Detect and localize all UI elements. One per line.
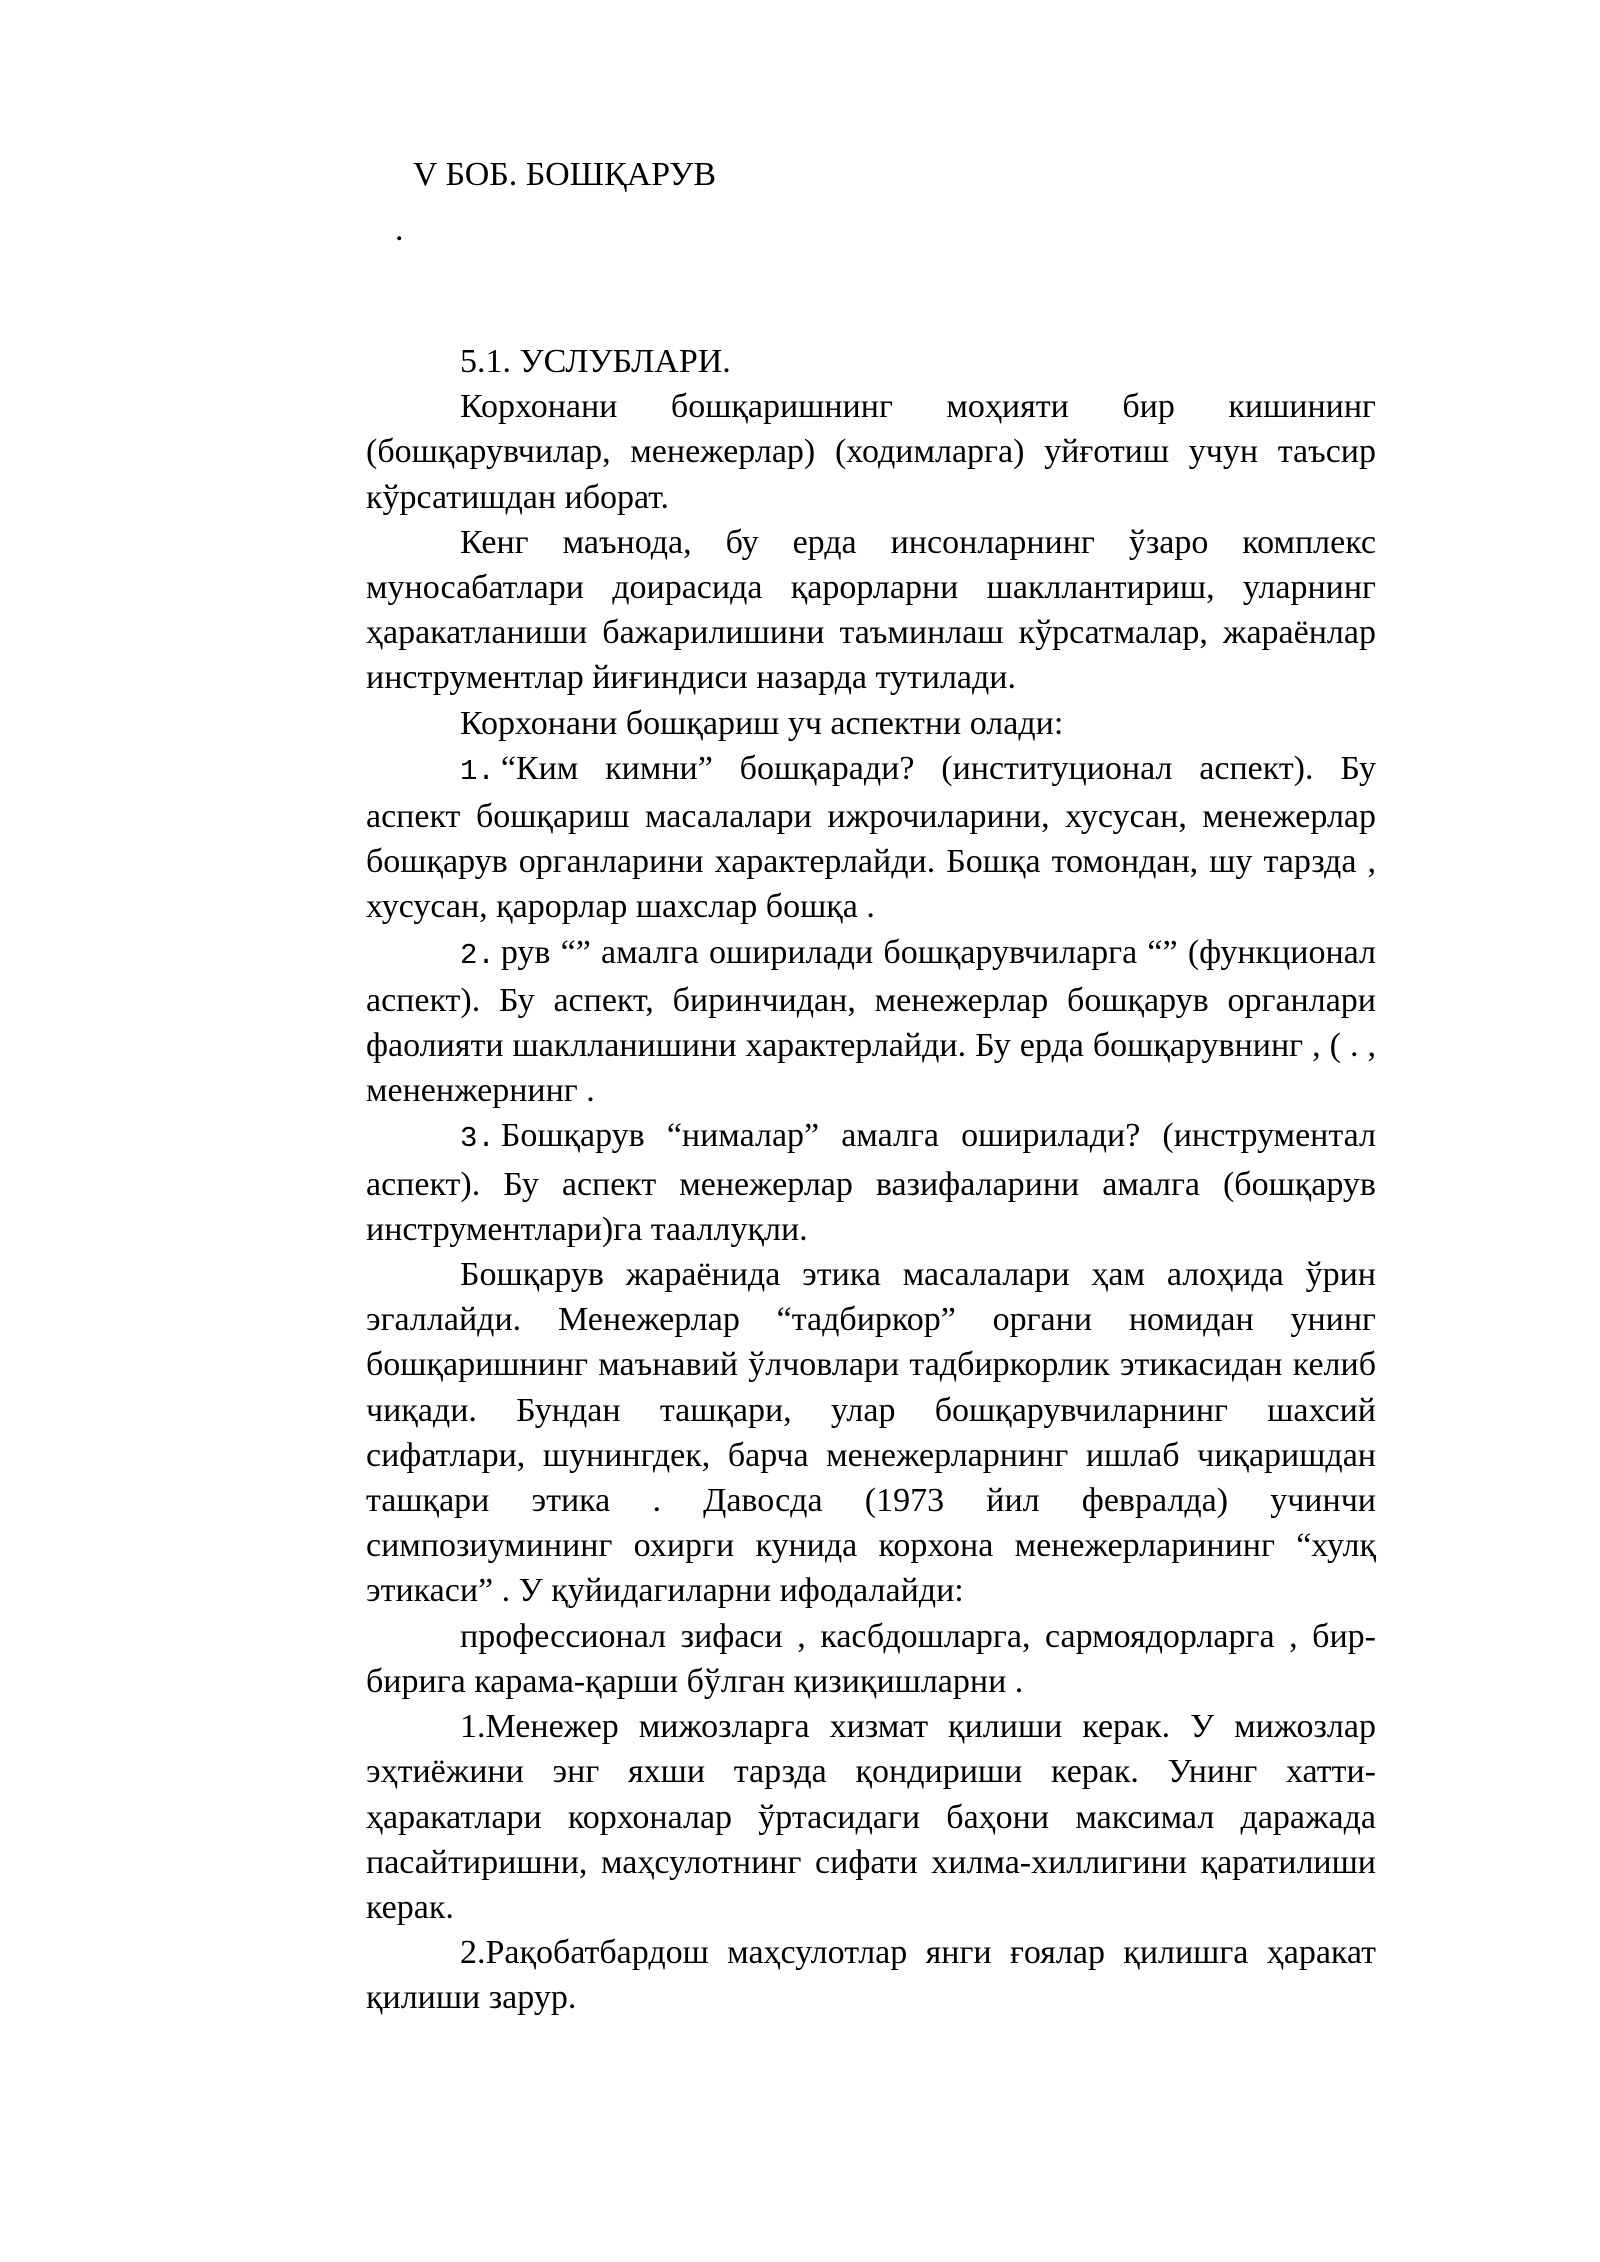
paragraph: Бошқарув жараёнида этика масалалари ҳам алоҳида ўрин эгаллайди. Менежерлар “тадбиркор” органи номидан унинг бошқаришнинг маънавий ўлчовлари тадбиркорлик этикасидан келиб чиқади. Бундан ташқари, улар бошқарувчиларнинг шахсий сифатлари, шунингдек, барча менежерларнинг ишлаб чиқаришдан ташқари этика . Давосда (1973 йил февралда) учинчи симпозиумининг охирги кунида корхона менежерларининг “хулқ этикаси” . У қуйидагиларни ифодалайди: [366, 1256, 1376, 1610]
paragraph: профессионал зифаси , касбдошларга, сармоядорларга , бир-бирига карама-қарши бўлган қизиқишларни . [366, 1617, 1376, 1700]
list-item-text: “Ким кимни” бошқаради? (институционал аспект). Бу аспект бошқариш масалалари ижрочиларини, хусусан, менежерлар бошқарув органларини характерлайди. Бошқа томондан, шу тарзда , хусусан, қарорлар шахслар бошқа . [366, 749, 1376, 926]
list-number: 3. [460, 1122, 495, 1156]
paragraph: 2.Рақобатбардош маҳсулотлар янги ғоялар қилишга ҳаракат қилиши зарур. [366, 1934, 1376, 2017]
paragraph: Корхонани бошқаришнинг моҳияти бир кишининг (бошқарувчилар, менежерлар) (ходимларга) уйғотиш учун таъсир кўрсатишдан иборат. [366, 388, 1376, 516]
body-text [366, 339, 1376, 2021]
list-number: 2. [460, 938, 495, 972]
list-item [366, 746, 1376, 930]
list-item [366, 930, 1376, 1114]
list-item-text: Бошқарув “нималар” амалга оширилади? (инструментал аспект). Бу аспект менежерлар вазифаларини амалга (бошқарув инструментлари)га тааллуқли. [366, 1117, 1376, 1248]
list-item-text: рув “” амалга оширилади бошқарувчиларга “” (функционал аспект). Бу аспект, биринчидан, менежерлар бошқарув органлари фаолияти шаклланишини характерлайди. Бу ерда бошқарувнинг , ( . , мененжернинг . [366, 933, 1376, 1110]
paragraph: 1.Менежер мижозларга хизмат қилиши керак. У мижозлар эҳтиёжини энг яхши тарзда қондириши керак. Унинг хатти-ҳаракатлари корхоналар ўртасидаги баҳони максимал даражада пасайтиришни, маҳсулотнинг сифати хилма-хиллигини қаратилиши керак. [366, 1708, 1376, 1926]
paragraph: Корхонани бошқариш уч аспектни олади: [460, 704, 1064, 742]
section-title: 5.1. УСЛУБЛАРИ. [460, 343, 731, 380]
list-item [366, 1113, 1376, 1252]
chapter-dot: . [395, 211, 404, 248]
chapter-title: V БОБ. БОШҚАРУВ [413, 156, 716, 193]
list-number: 1. [460, 754, 495, 788]
paragraph: Кенг маънода, бу ерда инсонларнинг ўзаро комплекс муносабатлари доирасида қарорларни шакллантириш, уларнинг ҳаракатланиши бажарилишини таъминлаш кўрсатмалар, жараёнлар инструментлар йиғиндиси назарда тутилади. [366, 523, 1376, 697]
